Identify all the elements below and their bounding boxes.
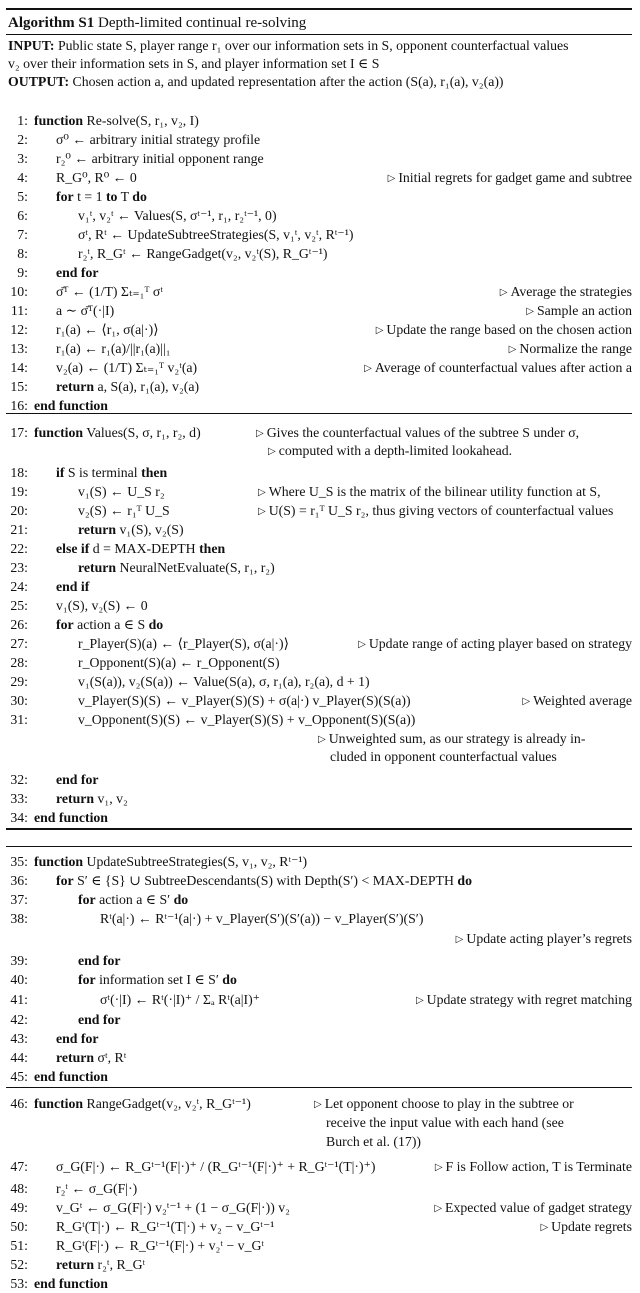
line-comment [256,424,579,444]
line-code: return r₂ᵗ, R_Gᵗ [56,1257,146,1272]
line-comment [376,321,632,341]
line-comment [318,730,585,750]
line-code: v_Gᵗ ← σ_G(F|·) v₂ᵗ⁻¹ + (1 − σ_G(F|·)) v₂ [56,1200,290,1215]
comment-triangle-icon: ▷ [256,428,264,439]
line-number: 50: [10,1219,28,1234]
line-code: R_G⁰, R⁰ ← 0 [56,170,137,185]
algorithm-line [0,442,640,460]
line-number: 27: [10,636,28,651]
comment-triangle-icon: ▷ [499,287,508,298]
line-number: 49: [10,1200,28,1215]
comment-triangle-icon: ▷ [455,934,464,945]
line-comment [522,692,632,712]
line-number: 16: [10,398,28,413]
line-number: 39: [10,953,28,968]
algorithm-line [0,853,640,871]
algorithm-line [0,359,640,377]
algorithm-line [0,635,640,653]
comment-triangle-icon: ▷ [318,734,326,745]
line-code: v₁(S) ← U_S r₂ [78,484,165,499]
section-rule-2 [6,828,632,830]
algorithm-line [0,991,640,1009]
algorithm-line [0,1256,640,1274]
line-number: 35: [10,854,28,869]
line-number: 53: [10,1276,28,1291]
algorithm-line [0,1049,640,1067]
algorithm-line [0,1095,640,1113]
line-code: end for [56,1031,99,1046]
comment-text: Average the strategies [510,284,632,299]
line-code: σᵗ(·|I) ← Rᵗ(·|I)⁺ / Σₐ Rᵗ(a|I)⁺ [100,992,260,1007]
line-code: r_Player(S)(a) ← ⟨r_Player(S), σ(a|·)⟩ [78,636,289,651]
line-number: 36: [10,873,28,888]
algorithm-line [0,188,640,206]
algorithm-line [0,1114,640,1132]
line-code: end function [34,1276,108,1291]
algorithm-line [0,952,640,970]
line-number: 40: [10,972,28,987]
line-number: 21: [10,522,28,537]
comment-triangle-icon: ▷ [375,325,384,336]
line-number: 15: [10,379,28,394]
line-code: r₂ᵗ ← σ_G(F|·) [56,1181,138,1196]
comment-triangle-icon: ▷ [358,639,366,650]
line-code: for information set I ∈ S′ do [78,972,237,987]
line-comment [434,1199,632,1219]
line-number: 43: [10,1031,28,1046]
line-comment [526,302,632,322]
line-number: 23: [10,560,28,575]
comment-text: Where U_S is the matrix of the bilinear utility function at S, [268,484,601,499]
input-line-2 [8,55,632,72]
algorithm-line [0,521,640,539]
line-code: end for [56,772,99,787]
line-number: 19: [10,484,28,499]
comment-text: Update strategy with regret matching [426,992,632,1007]
algorithm-line [0,578,640,596]
algorithm-line [0,540,640,558]
comment-text: Update acting player’s regrets [466,931,632,946]
algorithm-line [0,1237,640,1255]
line-number: 4: [17,170,28,185]
algorithm-line [0,397,640,415]
comment-text: Unweighted sum, as our strategy is already in- [328,731,586,746]
line-code: function Values(S, σ, r₁, r₂, d) [34,425,201,440]
line-number: 8: [17,246,28,261]
line-code: for action a ∈ S do [56,617,164,632]
line-number: 38: [10,911,28,926]
comment-triangle-icon: ▷ [434,1203,443,1214]
line-code: function Re-solve(S, r₁, v₂, I) [34,113,199,128]
line-comment [364,359,632,379]
line-comment [416,991,632,1011]
line-comment [326,1133,421,1151]
line-comment [500,283,632,303]
input-line-1 [8,37,632,54]
algorithm-line [0,1275,640,1293]
line-code: Rᵗ(a|·) ← Rᵗ⁻¹(a|·) + v_Player(S′)(S′(a)) − v_Player(S′)(S′) [100,911,424,926]
line-number: 42: [10,1012,28,1027]
line-number: 2: [17,132,28,147]
comment-text: Weighted average [533,693,632,708]
line-code: if S is terminal then [56,465,168,480]
output-line [8,73,632,90]
line-code: r_Opponent(S)(a) ← r_Opponent(S) [78,655,280,670]
comment-triangle-icon: ▷ [314,1099,322,1110]
comment-triangle-icon: ▷ [508,344,517,355]
algorithm-line [0,673,640,691]
line-number: 37: [10,892,28,907]
algorithm-line [0,748,640,766]
algorithm-line [0,1133,640,1151]
comment-text: Gives the counterfactual values of the subtree S under σ, [266,425,580,440]
algorithm-line [0,264,640,282]
algorithm-line [0,730,640,748]
line-code: for t = 1 to T do [56,189,147,204]
comment-triangle-icon: ▷ [434,1162,443,1173]
algorithm-line [0,150,640,168]
line-code: v₂(S) ← r₁ᵀ U_S [78,503,170,518]
line-number: 14: [10,360,28,375]
comment-triangle-icon: ▷ [415,995,424,1006]
comment-text: cluded in opponent counterfactual values [330,749,557,764]
line-number: 33: [10,791,28,806]
section-rule-3 [6,846,632,847]
line-comment [330,748,557,766]
comment-text: F is Follow action, T is Terminate [445,1159,632,1174]
comment-text: receive the input value with each hand (see [326,1115,564,1130]
algorithm-line [0,1199,640,1217]
line-code: end for [78,1012,121,1027]
algorithm-line [0,809,640,827]
line-code: r₁(a) ← ⟨r₁, σ(a|·)⟩ [56,322,159,337]
algorithm-line [0,616,640,634]
line-comment [540,1218,632,1238]
line-number: 41: [10,992,28,1007]
output-text: Chosen action a, and updated representation after the action (S(a), r₁(a), v₂(a)) [72,74,504,89]
line-number: 26: [10,617,28,632]
line-number: 13: [10,341,28,356]
algorithm-line [0,340,640,358]
line-comment [314,1095,574,1115]
line-number: 25: [10,598,28,613]
line-code: r₂ᵗ, R_Gᵗ ← RangeGadget(v₂, v₂ᵗ(S), R_Gᵗ⁻¹) [78,246,328,261]
line-code: v₂(a) ← (1/T) Σₜ₌₁ᵀ v₂ᵗ(a) [56,360,198,375]
line-number: 17: [10,425,28,440]
line-code: r₁(a) ← r₁(a)/||r₁(a)||₁ [56,341,171,356]
algorithm-line [0,891,640,909]
algorithm-line [0,424,640,442]
section-rule-4 [6,1087,632,1088]
algorithm-line [0,597,640,615]
comment-text: Normalize the range [519,341,632,356]
algorithm-line [0,654,640,672]
comment-text: Average of counterfactual values after action a [374,360,632,375]
algorithm-line [0,321,640,339]
algorithm-line [0,245,640,263]
caption-label: Algorithm S1 [8,15,95,31]
line-code: R_Gᵗ(F|·) ← R_Gᵗ⁻¹(F|·) + v₂ᵗ − v_Gᵗ [56,1238,265,1253]
line-code: r₂⁰ ← arbitrary initial opponent range [56,151,264,166]
line-code: end function [34,1069,108,1084]
line-number: 18: [10,465,28,480]
algorithm-line [0,483,640,501]
line-number: 52: [10,1257,28,1272]
line-code: σ̄ᵀ ← (1/T) Σₜ₌₁ᵀ σᵗ [56,284,163,299]
comment-text: Update regrets [551,1219,632,1234]
algorithm-line [0,771,640,789]
line-code: R_Gᵗ(T|·) ← R_Gᵗ⁻¹(T|·) + v₂ − v_Gᵗ⁻¹ [56,1219,275,1234]
caption-title: Depth-limited continual re-solving [98,15,307,31]
line-number: 22: [10,541,28,556]
line-number: 10: [10,284,28,299]
output-label: OUTPUT: [8,74,70,89]
line-code: end function [34,810,108,825]
algorithm-line [0,930,640,948]
comment-triangle-icon: ▷ [387,173,396,184]
algorithm-line [0,1011,640,1029]
line-comment [258,502,613,522]
algorithm-line [0,302,640,320]
comment-triangle-icon: ▷ [258,506,266,517]
input-text-2: v₂ over their information sets in S, and player information set I ∈ S [8,56,380,71]
line-number: 31: [10,712,28,727]
line-number: 29: [10,674,28,689]
line-number: 9: [17,265,28,280]
line-number: 48: [10,1181,28,1196]
line-code: a ∼ σ̄ᵀ(·|I) [56,303,115,318]
line-code: end function [34,398,108,413]
algorithm-line [0,226,640,244]
line-code: end if [56,579,90,594]
line-code: σᵗ, Rᵗ ← UpdateSubtreeStrategies(S, v₁ᵗ, v₂ᵗ, Rᵗ⁻¹) [78,227,354,242]
line-number: 46: [10,1096,28,1111]
line-number: 44: [10,1050,28,1065]
line-number: 20: [10,503,28,518]
line-code: end for [56,265,99,280]
line-code: for S′ ∈ {S} ∪ SubtreeDescendants(S) with Depth(S′) < MAX-DEPTH do [56,873,472,888]
line-comment [258,483,601,503]
line-number: 32: [10,772,28,787]
algorithm-line [0,464,640,482]
input-label: INPUT: [8,38,55,53]
line-number: 47: [10,1159,28,1174]
line-comment [268,442,512,462]
line-code: function UpdateSubtreeStrategies(S, v₁, v₂, Rᵗ⁻¹) [34,854,308,869]
line-number: 3: [17,151,28,166]
comment-text: Update range of acting player based on strategy [368,636,632,651]
top-rule [6,8,632,10]
algorithm-line [0,378,640,396]
line-code: else if d = MAX-DEPTH then [56,541,226,556]
algorithm-line [0,502,640,520]
algorithm-line [0,711,640,729]
algorithm-line [0,112,640,130]
line-number: 5: [17,189,28,204]
line-comment [358,635,632,655]
line-comment [326,1114,564,1132]
line-comment [456,930,632,950]
comment-text: Sample an action [536,303,632,318]
line-comment [435,1158,632,1178]
line-number: 34: [10,810,28,825]
comment-triangle-icon: ▷ [268,446,276,457]
line-number: 1: [17,113,28,128]
line-code: return v₁(S), v₂(S) [78,522,184,537]
line-code: return NeuralNetEvaluate(S, r₁, r₂) [78,560,275,575]
line-comment [509,340,632,360]
line-code: v₁(S(a)), v₂(S(a)) ← Value(S(a), σ, r₁(a), r₂(a), d + 1) [78,674,370,689]
algorithm-line [0,283,640,301]
comment-text: Let opponent choose to play in the subtree or [324,1096,574,1111]
line-number: 30: [10,693,28,708]
comment-text: Initial regrets for gadget game and subtree [398,170,632,185]
comment-triangle-icon: ▷ [364,363,372,374]
line-code: return a, S(a), r₁(a), v₂(a) [56,379,200,394]
algorithm-line [0,692,640,710]
line-code: σ_G(F|·) ← R_Gᵗ⁻¹(F|·)⁺ / (R_Gᵗ⁻¹(F|·)⁺ + R_Gᵗ⁻¹(T|·)⁺) [56,1159,376,1174]
line-number: 11: [10,303,28,318]
line-code: v₁ᵗ, v₂ᵗ ← Values(S, σᵗ⁻¹, r₁, r₂ᵗ⁻¹, 0) [78,208,277,223]
algorithm-line [0,1180,640,1198]
algorithm-line [0,131,640,149]
algorithm-caption [8,14,306,32]
comment-text: U(S) = r₁ᵀ U_S r₂, thus giving vectors of counterfactual values [268,503,614,518]
algorithm-line [0,1158,640,1176]
algorithm-line [0,1030,640,1048]
line-number: 24: [10,579,28,594]
line-number: 12: [10,322,28,337]
comment-triangle-icon: ▷ [540,1222,549,1233]
line-code: for action a ∈ S′ do [78,892,189,907]
line-code: v₁(S), v₂(S) ← 0 [56,598,148,613]
comment-text: Expected value of gadget strategy [445,1200,632,1215]
line-number: 45: [10,1069,28,1084]
line-code: return v₁, v₂ [56,791,128,806]
algorithm-line [0,790,640,808]
line-number: 28: [10,655,28,670]
algorithm-line [0,1218,640,1236]
comment-text: Update the range based on the chosen action [386,322,632,337]
algorithm-line [0,169,640,187]
line-code: v_Opponent(S)(S) ← v_Player(S)(S) + v_Opponent(S)(S(a)) [78,712,416,727]
comment-text: Burch et al. (17)) [326,1134,422,1149]
line-code: v_Player(S)(S) ← v_Player(S)(S) + σ(a|·) v_Player(S)(S(a)) [78,693,411,708]
algorithm-line [0,1068,640,1086]
input-text-1: Public state S, player range r₁ over our information sets in S, opponent counterfactual values [57,38,569,53]
line-code: function RangeGadget(v₂, v₂ᵗ, R_Gᵗ⁻¹) [34,1096,251,1111]
line-comment [388,169,632,189]
line-number: 6: [17,208,28,223]
algorithm-line [0,559,640,577]
comment-text: computed with a depth-limited lookahead. [278,443,513,458]
line-code: σ⁰ ← arbitrary initial strategy profile [56,132,261,147]
line-code: end for [78,953,121,968]
algorithm-line [0,207,640,225]
line-number: 7: [17,227,28,242]
algorithm-line [0,971,640,989]
comment-triangle-icon: ▷ [526,306,534,317]
algorithm-line [0,910,640,928]
line-code: return σᵗ, Rᵗ [56,1050,127,1065]
line-number: 51: [10,1238,28,1253]
comment-triangle-icon: ▷ [522,696,531,707]
comment-triangle-icon: ▷ [258,487,266,498]
caption-rule [6,34,632,35]
algorithm-line [0,872,640,890]
